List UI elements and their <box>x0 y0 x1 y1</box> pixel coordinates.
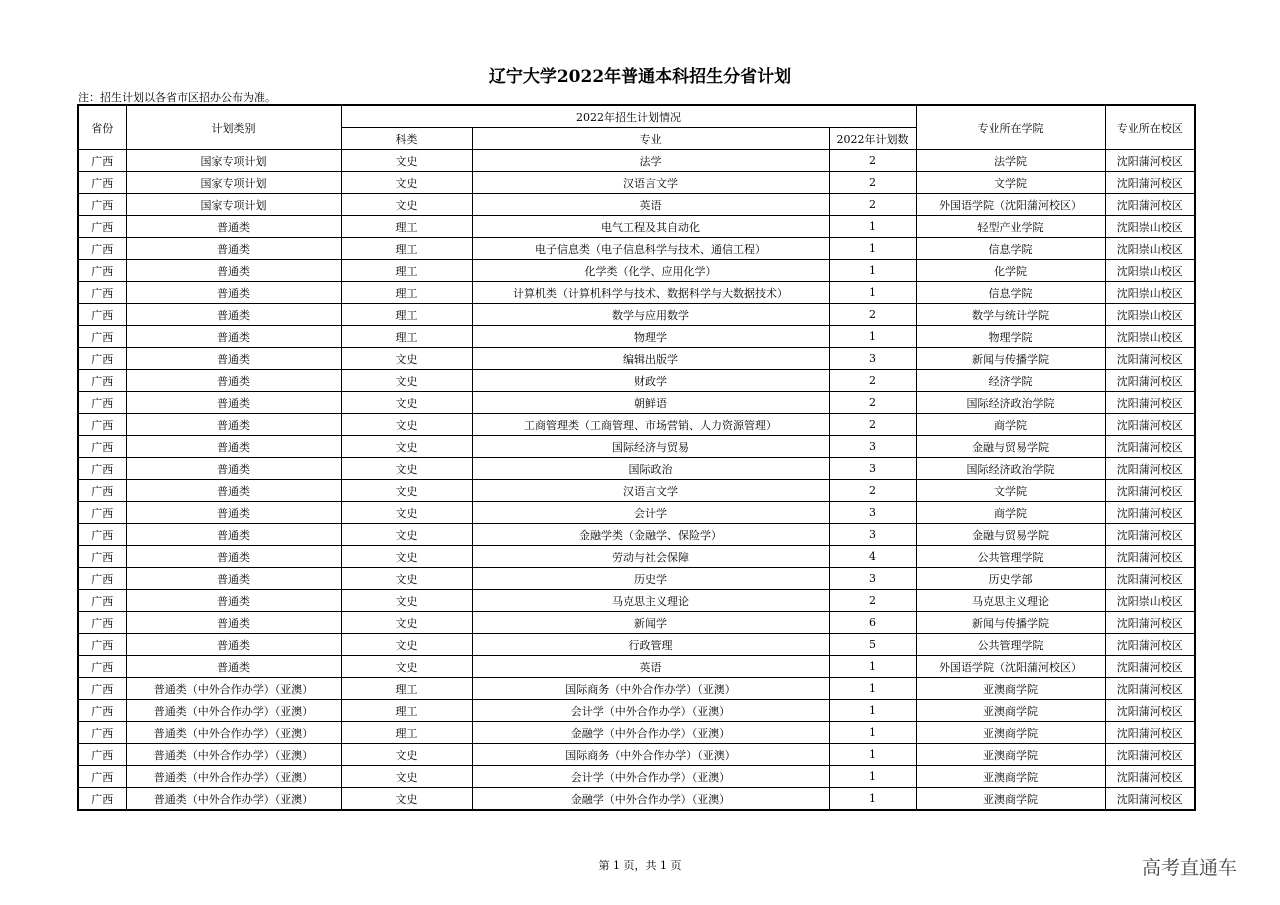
cell-plan-type: 普通类（中外合作办学）（亚澳） <box>126 722 341 744</box>
cell-province: 广西 <box>78 502 126 524</box>
cell-subject: 理工 <box>341 678 472 700</box>
cell-count: 3 <box>829 458 916 480</box>
cell-province: 广西 <box>78 722 126 744</box>
watermark: 高考直通车 <box>1142 857 1238 879</box>
cell-major: 电气工程及其自动化 <box>472 216 829 238</box>
cell-college: 轻型产业学院 <box>916 216 1105 238</box>
cell-campus: 沈阳蒲河校区 <box>1105 700 1195 722</box>
cell-plan-type: 普通类（中外合作办学）（亚澳） <box>126 766 341 788</box>
cell-subject: 理工 <box>341 304 472 326</box>
cell-major: 历史学 <box>472 568 829 590</box>
cell-campus: 沈阳蒲河校区 <box>1105 744 1195 766</box>
cell-major: 电子信息类（电子信息科学与技术、通信工程） <box>472 238 829 260</box>
cell-count: 3 <box>829 568 916 590</box>
cell-plan-type: 普通类 <box>126 348 341 370</box>
cell-campus: 沈阳蒲河校区 <box>1105 458 1195 480</box>
cell-count: 1 <box>829 766 916 788</box>
cell-subject: 文史 <box>341 150 472 172</box>
cell-count: 1 <box>829 238 916 260</box>
cell-subject: 理工 <box>341 700 472 722</box>
enrollment-plan-table <box>77 104 1196 811</box>
cell-province: 广西 <box>78 458 126 480</box>
cell-college: 亚澳商学院 <box>916 700 1105 722</box>
table-row <box>78 304 1195 326</box>
cell-plan-type: 普通类 <box>126 414 341 436</box>
cell-campus: 沈阳蒲河校区 <box>1105 480 1195 502</box>
cell-campus: 沈阳崇山校区 <box>1105 590 1195 612</box>
table-header <box>78 105 1195 150</box>
table-row <box>78 150 1195 172</box>
cell-plan-type: 普通类 <box>126 370 341 392</box>
table-row <box>78 348 1195 370</box>
table-row <box>78 260 1195 282</box>
table-row <box>78 326 1195 348</box>
cell-college: 亚澳商学院 <box>916 722 1105 744</box>
cell-subject: 理工 <box>341 260 472 282</box>
cell-count: 2 <box>829 480 916 502</box>
cell-count: 1 <box>829 722 916 744</box>
cell-plan-type: 国家专项计划 <box>126 194 341 216</box>
table-row <box>78 172 1195 194</box>
cell-province: 广西 <box>78 678 126 700</box>
table-row <box>78 590 1195 612</box>
cell-province: 广西 <box>78 238 126 260</box>
cell-count: 3 <box>829 502 916 524</box>
cell-count: 2 <box>829 194 916 216</box>
cell-subject: 文史 <box>341 524 472 546</box>
cell-province: 广西 <box>78 546 126 568</box>
cell-plan-type: 普通类 <box>126 436 341 458</box>
cell-subject: 文史 <box>341 458 472 480</box>
table-row <box>78 546 1195 568</box>
cell-count: 5 <box>829 634 916 656</box>
cell-subject: 文史 <box>341 392 472 414</box>
cell-major: 新闻学 <box>472 612 829 634</box>
cell-college: 外国语学院（沈阳蒲河校区） <box>916 656 1105 678</box>
table-row <box>78 194 1195 216</box>
cell-major: 金融学类（金融学、保险学） <box>472 524 829 546</box>
cell-campus: 沈阳蒲河校区 <box>1105 150 1195 172</box>
cell-major: 英语 <box>472 656 829 678</box>
page-footer: 第 1 页，共 1 页 <box>598 859 682 872</box>
table-row <box>78 656 1195 678</box>
table-row <box>78 722 1195 744</box>
cell-subject: 理工 <box>341 238 472 260</box>
cell-campus: 沈阳蒲河校区 <box>1105 546 1195 568</box>
cell-province: 广西 <box>78 304 126 326</box>
cell-college: 文学院 <box>916 172 1105 194</box>
cell-major: 国际经济与贸易 <box>472 436 829 458</box>
table-row <box>78 238 1195 260</box>
cell-province: 广西 <box>78 612 126 634</box>
cell-college: 法学院 <box>916 150 1105 172</box>
cell-subject: 文史 <box>341 414 472 436</box>
table-row <box>78 788 1195 811</box>
cell-count: 6 <box>829 612 916 634</box>
cell-college: 新闻与传播学院 <box>916 348 1105 370</box>
cell-major: 朝鲜语 <box>472 392 829 414</box>
cell-subject: 文史 <box>341 436 472 458</box>
header-count: 2022年计划数 <box>829 128 916 150</box>
cell-subject: 文史 <box>341 348 472 370</box>
cell-college: 商学院 <box>916 502 1105 524</box>
cell-province: 广西 <box>78 656 126 678</box>
cell-subject: 文史 <box>341 612 472 634</box>
cell-plan-type: 普通类 <box>126 634 341 656</box>
cell-major: 法学 <box>472 150 829 172</box>
cell-plan-type: 普通类（中外合作办学）（亚澳） <box>126 700 341 722</box>
cell-count: 1 <box>829 326 916 348</box>
cell-major: 汉语言文学 <box>472 480 829 502</box>
cell-province: 广西 <box>78 634 126 656</box>
table-row <box>78 568 1195 590</box>
cell-plan-type: 普通类 <box>126 304 341 326</box>
cell-college: 金融与贸易学院 <box>916 436 1105 458</box>
cell-college: 信息学院 <box>916 238 1105 260</box>
cell-plan-type: 国家专项计划 <box>126 150 341 172</box>
cell-subject: 文史 <box>341 590 472 612</box>
cell-college: 亚澳商学院 <box>916 678 1105 700</box>
cell-count: 1 <box>829 260 916 282</box>
cell-count: 2 <box>829 150 916 172</box>
cell-college: 商学院 <box>916 414 1105 436</box>
table-row <box>78 480 1195 502</box>
cell-count: 2 <box>829 172 916 194</box>
cell-plan-type: 普通类（中外合作办学）（亚澳） <box>126 744 341 766</box>
cell-college: 金融与贸易学院 <box>916 524 1105 546</box>
cell-campus: 沈阳蒲河校区 <box>1105 194 1195 216</box>
cell-province: 广西 <box>78 172 126 194</box>
cell-college: 马克思主义理论 <box>916 590 1105 612</box>
table-row <box>78 436 1195 458</box>
cell-campus: 沈阳蒲河校区 <box>1105 502 1195 524</box>
cell-subject: 文史 <box>341 788 472 811</box>
cell-plan-type: 普通类 <box>126 392 341 414</box>
cell-count: 2 <box>829 590 916 612</box>
cell-major: 国际政治 <box>472 458 829 480</box>
table-row <box>78 634 1195 656</box>
cell-major: 会计学（中外合作办学）（亚澳） <box>472 700 829 722</box>
cell-subject: 文史 <box>341 502 472 524</box>
cell-major: 英语 <box>472 194 829 216</box>
cell-plan-type: 普通类 <box>126 480 341 502</box>
cell-plan-type: 普通类 <box>126 458 341 480</box>
cell-count: 1 <box>829 216 916 238</box>
cell-province: 广西 <box>78 744 126 766</box>
cell-subject: 文史 <box>341 744 472 766</box>
cell-campus: 沈阳蒲河校区 <box>1105 634 1195 656</box>
cell-province: 广西 <box>78 568 126 590</box>
table-row <box>78 502 1195 524</box>
cell-subject: 理工 <box>341 282 472 304</box>
header-province: 省份 <box>78 105 126 150</box>
cell-province: 广西 <box>78 216 126 238</box>
cell-major: 汉语言文学 <box>472 172 829 194</box>
cell-major: 编辑出版学 <box>472 348 829 370</box>
table-row <box>78 678 1195 700</box>
cell-college: 新闻与传播学院 <box>916 612 1105 634</box>
cell-major: 计算机类（计算机科学与技术、数据科学与大数据技术） <box>472 282 829 304</box>
cell-province: 广西 <box>78 788 126 811</box>
cell-campus: 沈阳崇山校区 <box>1105 260 1195 282</box>
cell-college: 信息学院 <box>916 282 1105 304</box>
header-subject: 科类 <box>341 128 472 150</box>
cell-college: 经济学院 <box>916 370 1105 392</box>
cell-college: 外国语学院（沈阳蒲河校区） <box>916 194 1105 216</box>
cell-subject: 理工 <box>341 722 472 744</box>
cell-province: 广西 <box>78 436 126 458</box>
cell-plan-type: 普通类 <box>126 260 341 282</box>
cell-campus: 沈阳蒲河校区 <box>1105 788 1195 811</box>
cell-count: 4 <box>829 546 916 568</box>
cell-major: 马克思主义理论 <box>472 590 829 612</box>
cell-major: 金融学（中外合作办学）（亚澳） <box>472 788 829 811</box>
cell-college: 化学院 <box>916 260 1105 282</box>
cell-college: 国际经济政治学院 <box>916 458 1105 480</box>
cell-subject: 理工 <box>341 216 472 238</box>
cell-province: 广西 <box>78 700 126 722</box>
cell-plan-type: 普通类 <box>126 524 341 546</box>
cell-count: 2 <box>829 392 916 414</box>
cell-major: 财政学 <box>472 370 829 392</box>
cell-campus: 沈阳蒲河校区 <box>1105 568 1195 590</box>
cell-plan-type: 普通类 <box>126 590 341 612</box>
cell-subject: 文史 <box>341 172 472 194</box>
cell-major: 物理学 <box>472 326 829 348</box>
cell-subject: 文史 <box>341 194 472 216</box>
header-campus: 专业所在校区 <box>1105 105 1195 150</box>
header-plan-group: 2022年招生计划情况 <box>341 105 916 128</box>
cell-campus: 沈阳崇山校区 <box>1105 326 1195 348</box>
cell-count: 1 <box>829 744 916 766</box>
cell-campus: 沈阳蒲河校区 <box>1105 722 1195 744</box>
cell-campus: 沈阳蒲河校区 <box>1105 370 1195 392</box>
cell-plan-type: 普通类（中外合作办学）（亚澳） <box>126 788 341 811</box>
cell-college: 历史学部 <box>916 568 1105 590</box>
cell-count: 1 <box>829 656 916 678</box>
cell-campus: 沈阳蒲河校区 <box>1105 612 1195 634</box>
table-row <box>78 370 1195 392</box>
cell-major: 数学与应用数学 <box>472 304 829 326</box>
cell-subject: 文史 <box>341 480 472 502</box>
cell-campus: 沈阳蒲河校区 <box>1105 678 1195 700</box>
cell-subject: 理工 <box>341 326 472 348</box>
cell-province: 广西 <box>78 326 126 348</box>
cell-count: 3 <box>829 348 916 370</box>
cell-subject: 文史 <box>341 656 472 678</box>
cell-count: 1 <box>829 700 916 722</box>
cell-province: 广西 <box>78 150 126 172</box>
cell-college: 公共管理学院 <box>916 634 1105 656</box>
cell-plan-type: 国家专项计划 <box>126 172 341 194</box>
table-row <box>78 216 1195 238</box>
header-plan-type: 计划类别 <box>126 105 341 150</box>
table-row <box>78 392 1195 414</box>
table-row <box>78 612 1195 634</box>
cell-major: 国际商务（中外合作办学）（亚澳） <box>472 678 829 700</box>
table-row <box>78 458 1195 480</box>
cell-college: 亚澳商学院 <box>916 766 1105 788</box>
cell-campus: 沈阳蒲河校区 <box>1105 392 1195 414</box>
cell-major: 会计学 <box>472 502 829 524</box>
table-row <box>78 744 1195 766</box>
note-text: 注：招生计划以各省市区招办公布为准。 <box>78 91 276 104</box>
cell-college: 国际经济政治学院 <box>916 392 1105 414</box>
cell-campus: 沈阳崇山校区 <box>1105 216 1195 238</box>
cell-plan-type: 普通类 <box>126 326 341 348</box>
cell-plan-type: 普通类 <box>126 216 341 238</box>
cell-province: 广西 <box>78 370 126 392</box>
cell-college: 文学院 <box>916 480 1105 502</box>
cell-province: 广西 <box>78 414 126 436</box>
cell-plan-type: 普通类 <box>126 568 341 590</box>
cell-subject: 文史 <box>341 568 472 590</box>
cell-college: 物理学院 <box>916 326 1105 348</box>
cell-count: 2 <box>829 370 916 392</box>
table-row <box>78 700 1195 722</box>
cell-campus: 沈阳蒲河校区 <box>1105 524 1195 546</box>
cell-college: 公共管理学院 <box>916 546 1105 568</box>
cell-campus: 沈阳崇山校区 <box>1105 238 1195 260</box>
header-college: 专业所在学院 <box>916 105 1105 150</box>
table-row <box>78 414 1195 436</box>
cell-major: 会计学（中外合作办学）（亚澳） <box>472 766 829 788</box>
cell-campus: 沈阳蒲河校区 <box>1105 172 1195 194</box>
header-major: 专业 <box>472 128 829 150</box>
cell-province: 广西 <box>78 480 126 502</box>
cell-province: 广西 <box>78 524 126 546</box>
cell-major: 化学类（化学、应用化学） <box>472 260 829 282</box>
cell-major: 行政管理 <box>472 634 829 656</box>
cell-major: 工商管理类（工商管理、市场营销、人力资源管理） <box>472 414 829 436</box>
cell-college: 亚澳商学院 <box>916 744 1105 766</box>
cell-province: 广西 <box>78 348 126 370</box>
cell-province: 广西 <box>78 260 126 282</box>
cell-major: 金融学（中外合作办学）（亚澳） <box>472 722 829 744</box>
table-row <box>78 766 1195 788</box>
cell-province: 广西 <box>78 392 126 414</box>
cell-count: 3 <box>829 436 916 458</box>
cell-college: 亚澳商学院 <box>916 788 1105 811</box>
table-row <box>78 524 1195 546</box>
cell-plan-type: 普通类 <box>126 546 341 568</box>
cell-campus: 沈阳蒲河校区 <box>1105 348 1195 370</box>
cell-province: 广西 <box>78 194 126 216</box>
cell-plan-type: 普通类 <box>126 502 341 524</box>
cell-campus: 沈阳蒲河校区 <box>1105 656 1195 678</box>
cell-subject: 文史 <box>341 546 472 568</box>
cell-province: 广西 <box>78 282 126 304</box>
table-row <box>78 282 1195 304</box>
cell-province: 广西 <box>78 590 126 612</box>
cell-count: 1 <box>829 678 916 700</box>
table-body <box>78 150 1195 811</box>
cell-major: 国际商务（中外合作办学）（亚澳） <box>472 744 829 766</box>
cell-campus: 沈阳蒲河校区 <box>1105 766 1195 788</box>
cell-count: 1 <box>829 282 916 304</box>
cell-province: 广西 <box>78 766 126 788</box>
cell-count: 2 <box>829 414 916 436</box>
cell-subject: 文史 <box>341 370 472 392</box>
cell-campus: 沈阳蒲河校区 <box>1105 436 1195 458</box>
cell-campus: 沈阳崇山校区 <box>1105 282 1195 304</box>
cell-plan-type: 普通类（中外合作办学）（亚澳） <box>126 678 341 700</box>
cell-plan-type: 普通类 <box>126 282 341 304</box>
cell-subject: 文史 <box>341 766 472 788</box>
cell-plan-type: 普通类 <box>126 612 341 634</box>
cell-plan-type: 普通类 <box>126 656 341 678</box>
cell-campus: 沈阳崇山校区 <box>1105 304 1195 326</box>
cell-count: 1 <box>829 788 916 811</box>
cell-major: 劳动与社会保障 <box>472 546 829 568</box>
cell-college: 数学与统计学院 <box>916 304 1105 326</box>
cell-count: 3 <box>829 524 916 546</box>
cell-count: 2 <box>829 304 916 326</box>
page-title: 辽宁大学2022年普通本科招生分省计划 <box>488 67 792 87</box>
cell-plan-type: 普通类 <box>126 238 341 260</box>
cell-subject: 文史 <box>341 634 472 656</box>
cell-campus: 沈阳蒲河校区 <box>1105 414 1195 436</box>
